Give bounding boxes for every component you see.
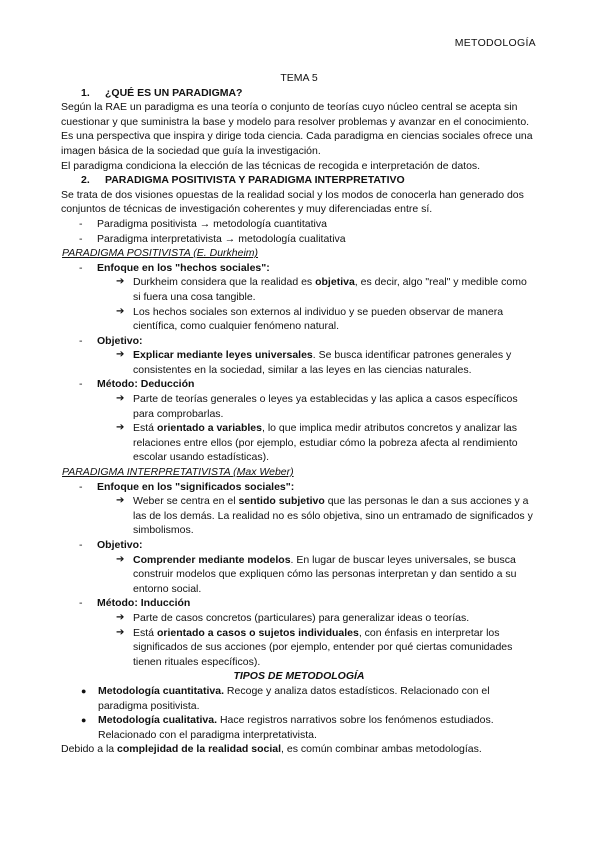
section-2-heading xyxy=(61,173,537,188)
list-item: ➔ Comprender mediante modelos. En lugar de buscar leyes universales, se busca construir modelos que expliquen cómo las personas interpretan y dan sentido a su entorno social. xyxy=(116,553,517,595)
list-item: - Enfoque en los "hechos sociales": xyxy=(79,261,270,274)
list-item: - Paradigma positivista → metodología cuantitativa xyxy=(79,217,327,230)
tipos-heading: TIPOS DE METODOLOGÍA xyxy=(233,670,365,683)
positivista-heading: PARADIGMA POSITIVISTA (E. Durkheim) xyxy=(62,247,259,260)
paragraph: El paradigma condiciona la elección de las técnicas de recogida e interpretación de datos. xyxy=(61,159,481,172)
list-item: ➔ Está orientado a variables, lo que implica medir atributos concretos y analizar las relaciones entre ellos (por ejemplo, estudiar cómo la pobreza afecta al rendimiento escolar usando estadísticas). xyxy=(116,422,518,464)
list-item: - Objetivo: xyxy=(79,334,143,347)
list-item: ➔ Weber se centra en el sentido subjetivo que las personas le dan a sus acciones y a las de los demás. La realidad no es sólo objetiva, sino un entramado de significados y simbolismos. xyxy=(116,495,533,537)
tema-title: TEMA 5 xyxy=(280,72,318,84)
section-1-title: ¿QUÉ ES UN PARADIGMA? xyxy=(105,86,243,99)
paragraph: Según la RAE un paradigma es una teoría o conjunto de teorías cuyo núcleo central se acepta sin cuestionar y que suministra la base y modelo para resolver problemas y avanzar en el conocimiento. xyxy=(61,101,530,128)
list-item: ➔ Está orientado a casos o sujetos individuales, con énfasis en interpretar los significados de sus acciones (por ejemplo, entender por qué ciertas comunidades tienen rituales específicos). xyxy=(116,626,513,668)
list-item: ● Metodología cuantitativa. Recoge y analiza datos estadísticos. Relacionado con el paradigma positivista. xyxy=(81,684,490,712)
list-item: ● Metodología cualitativa. Hace registros narrativos sobre los fenómenos estudiados. Relacionado con el paradigma interpretativista. xyxy=(81,714,494,741)
section-2-title: PARADIGMA POSITIVISTA Y PARADIGMA INTERPRETATIVO xyxy=(105,174,405,187)
closing-paragraph: Debido a la complejidad de la realidad social, es común combinar ambas metodologías. xyxy=(61,743,482,756)
list-item: - Enfoque en los "significados sociales": xyxy=(79,480,295,493)
paragraph: Es una perspectiva que inspira y dirige toda ciencia. Cada paradigma en ciencias sociales ofrece una imagen básica de la sociedad que guía la investigación. xyxy=(61,130,533,157)
list-item: ➔ Los hechos sociales son externos al individuo y se pueden observar de manera científica, como cualquier fenómeno natural. xyxy=(116,305,504,333)
list-item: ➔ Parte de teorías generales o leyes ya establecidas y las aplica a casos específicos para comprobarlas. xyxy=(116,393,518,420)
list-item: ➔ Explicar mediante leyes universales. Se busca identificar patrones generales y consistentes en la sociedad, similar a las leyes en las ciencias naturales. xyxy=(116,349,512,376)
document-body xyxy=(61,71,537,757)
list-item: ➔ Parte de casos concretos (particulares) para generalizar ideas o teorías. xyxy=(116,611,470,624)
section-2-number: 2. xyxy=(81,174,90,187)
paragraph: Se trata de dos visiones opuestas de la realidad social y los modos de conocerla han generado dos conjuntos de técnicas de investigación coherentes y muy diferenciadas entre sí. xyxy=(61,188,524,216)
list-item: - Método: Inducción xyxy=(79,597,191,610)
list-item: - Objetivo: xyxy=(79,539,143,551)
list-item: ➔ Durkheim considera que la realidad es objetiva, es decir, algo "real" y medible como si fuera una cosa tangible. xyxy=(116,276,527,303)
section-1-number: 1. xyxy=(81,86,90,99)
section-1-heading xyxy=(61,86,537,101)
interpretativista-heading: PARADIGMA INTERPRETATIVISTA (Max Weber) xyxy=(62,466,294,479)
list-item: - Paradigma interpretativista → metodología cualitativa xyxy=(79,232,346,245)
page-header: METODOLOGÍA xyxy=(454,37,536,49)
list-item: - Método: Deducción xyxy=(79,378,195,391)
